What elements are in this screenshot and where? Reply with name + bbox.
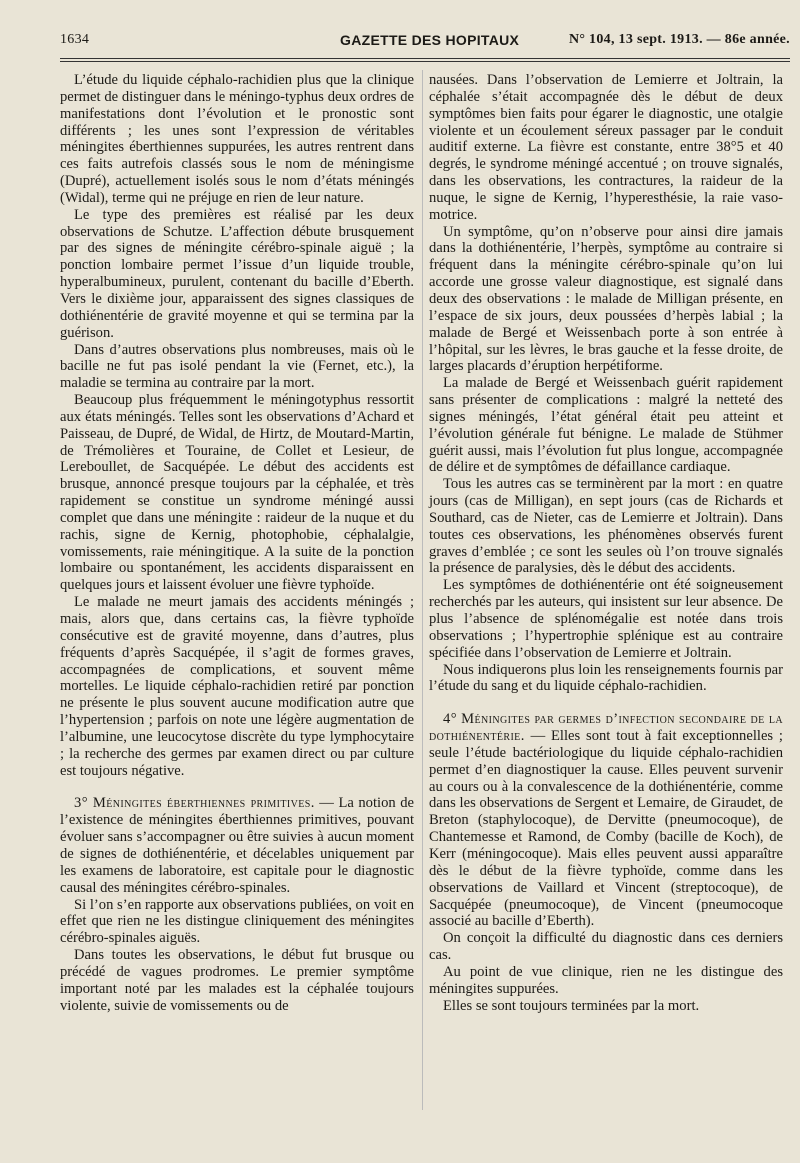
section-paragraph bbox=[429, 711, 783, 930]
page-header bbox=[60, 30, 790, 54]
section-heading: 3° Méningites éberthiennes primitives. bbox=[74, 795, 315, 812]
paragraph: Au point de vue clinique, rien ne les distingue des méningites suppurées. bbox=[429, 963, 783, 997]
paragraph: Le type des premières est réalisé par les deux observations de Schutze. L’affection débute brusquement par des signes de méningite cérébro-spinale aiguë ; la ponction lombaire permet l’issue d’un liquide trouble, hyperalbumineux, purulent, contenant du bacille d’Eberth. Vers le dixième jour, apparaissent des signes classiques de dothiénentérie de gravité moyenne et qui se termina par la guérison. bbox=[60, 206, 414, 341]
left-column bbox=[60, 72, 414, 1014]
right-column bbox=[429, 72, 783, 1014]
paragraph: L’étude du liquide céphalo-rachidien plus que la clinique permet de distinguer dans le méningo-typhus deux ordres de manifestations dont l’évolution et le pronostic sont différents ; les unes sont l’expression de véritables méningites éberthiennes suppurées, les autres rentrent dans ces faits autrefois classés sous le nom de méningisme (Dupré), actuellement isolés sous le nom d’états méningés (Widal), terme qui ne préjuge en rien de leur nature. bbox=[60, 72, 414, 206]
paragraph: Dans d’autres observations plus nombreuses, mais où le bacille ne fut pas isolé pendant la vie (Fernet, etc.), la maladie se termina au contraire par la mort. bbox=[60, 341, 414, 392]
section-body: — Elles sont tout à fait exceptionnelles ; seule l’étude bactériologique du liquide céphalo-rachidien permet d’en diagnostiquer la cause. Elles peuvent survenir au cours ou à la convalescence de la dothiénentérie, comme dans les observations de Sergent et Lemaire, de Giraudet, de Breton (staphylocoque), de Dervitte (pneumocoque), de Chantemesse et Ramond, de Comby (bacille de Koch), de Kerr (méningocoque). Mais elles peuvent aussi apparaître dès le début de la fièvre typhoïde, comme dans les observations de Vaillard et Vincent (streptocoque), de Sacquépée (pneumocoque), de Vincent (pneumocoque associé au bacille d’Eberth). bbox=[429, 728, 783, 930]
paragraph: Beaucoup plus fréquemment le méningotyphus ressortit aux états méningés. Telles sont les observations d’Achard et Paisseau, de Dupré, de Widal, de Hirtz, de Moutard-Martin, de Trémolières et Touraine, de Collet et Lesieur, de Lereboullet, de Sacquépée. Le début des accidents est brusque, annoncé presque toujours par la céphalée, et très rapidement se constitue un syndrome méningé aussi complet que dans une méningite : raideur de la nuque et du rachis, signe de Kernig, photophobie, céphalalgie, vomissements, raie méningitique. A la suite de la ponction lombaire ou spontanément, les accidents disparaissent en quelques jours et laissent évoluer une fièvre typhoïde. bbox=[60, 392, 414, 594]
paragraph: Nous indiquerons plus loin les renseignements fournis par l’étude du sang et du liquide céphalo-rachidien. bbox=[429, 661, 783, 695]
paragraph: Si l’on s’en rapporte aux observations publiées, on voit en effet que rien ne les distingue cliniquement des méningites cérébro-spinales aiguës. bbox=[60, 896, 414, 947]
paragraph: La malade de Bergé et Weissenbach guérit rapidement sans présenter de complications : malgré la netteté des signes méningés, l’état général était peu atteint et l’évolution générale fut bénigne. Le malade de Stühmer guérit aussi, mais l’évolution fut plus longue, accompagnée de délire et de symptômes de défaillance cardiaque. bbox=[429, 375, 783, 476]
paragraph: Dans toutes les observations, le début fut brusque ou précédé de vagues prodromes. Le premier symptôme important noté par les malades est la céphalée toujours violente, suivie de vomissements ou de bbox=[60, 947, 414, 1014]
paragraph: Les symptômes de dothiénentérie ont été soigneusement recherchés par les auteurs, qui insistent sur leur absence. De plus l’absence de splénomégalie est notée dans trois observations ; l’hypertrophie splénique est au contraire spécifiée dans l’observation de Lemierre et Joltrain. bbox=[429, 577, 783, 661]
issue-date: N° 104, 13 sept. 1913. — 86e année. bbox=[568, 32, 790, 47]
section-paragraph bbox=[60, 795, 414, 896]
paragraph: On conçoit la difficulté du diagnostic dans ces derniers cas. bbox=[429, 930, 783, 964]
section-body: — La notion de l’existence de méningites éberthiennes primitives, pouvant évoluer sans s’accompagner ou être suivies à aucun moment de signes de dothiénentérie, et décelables uniquement par les examens de laboratoire, est capitale pour le diagnostic causal des méningites cérébro-spinales. bbox=[60, 795, 414, 896]
paragraph: Tous les autres cas se terminèrent par la mort : en quatre jours (cas de Milligan), en sept jours (cas de Richards et Southard, cas de Nieter, cas de Lemierre et Joltrain). Dans toutes ces observations, les phénomènes observés furent graves d’emblée ; ce sont les seules où l’on trouve signalés la présence de paralysies, dès le début des accidents. bbox=[429, 476, 783, 577]
journal-title: GAZETTE DES HOPITAUX bbox=[340, 32, 520, 48]
header-rule-double bbox=[60, 61, 790, 62]
section-heading: 4° Méningites par germes d’infection secondaire de la dothiénentérie. bbox=[429, 711, 783, 745]
header-rule bbox=[60, 58, 790, 59]
page-number: 1634 bbox=[60, 32, 90, 47]
paragraph: nausées. Dans l’observation de Lemierre et Joltrain, la céphalée s’était accompagnée dès le début de deux symptômes bien faits pour égarer le diagnostic, une otalgie violente et un écoulement séreux passager par le conduit auditif externe. La fièvre est constante, entre 38°5 et 40 degrés, le syndrome méningé accentué ; on trouve signalés, dans les observations, les contractures, la raideur de la nuque, le signe de Kernig, l’hyperesthésie, la raie vaso-motrice. bbox=[429, 72, 783, 223]
column-divider bbox=[422, 70, 423, 1110]
paragraph: Elles se sont toujours terminées par la mort. bbox=[443, 997, 700, 1014]
paragraph: Le malade ne meurt jamais des accidents méningés ; mais, alors que, dans certains cas, la fièvre typhoïde consécutive est de gravité moyenne, dans d’autres, plus fréquents d’après Sacquépée, il s’agit de formes graves, accompagnées de complications, et souvent même mortelles. Le liquide céphalo-rachidien retiré par ponction ne présente le plus souvent aucune modification autre que l’hypertension ; parfois on note une légère augmentation de l’albumine, une leucocytose discrète du type lymphocytaire ; la recherche des germes par examen direct ou par culture est toujours négative. bbox=[60, 594, 414, 779]
paragraph: Un symptôme, qu’on n’observe pour ainsi dire jamais dans la dothiénentérie, l’herpès, symptôme au contraire si fréquent dans la méningite cérébro-spinale qu’on lui accorde une grosse valeur diagnostique, est signalé dans deux des observations : le malade de Milligan présente, en l’espace de six jours, deux poussées d’herpès labial ; la malade de Bergé et Weissenbach porte à son entrée à l’hôpital, sur les lèvres, le bras gauche et la fesse droite, de larges placards d’éruption herpétiforme. bbox=[429, 223, 783, 375]
